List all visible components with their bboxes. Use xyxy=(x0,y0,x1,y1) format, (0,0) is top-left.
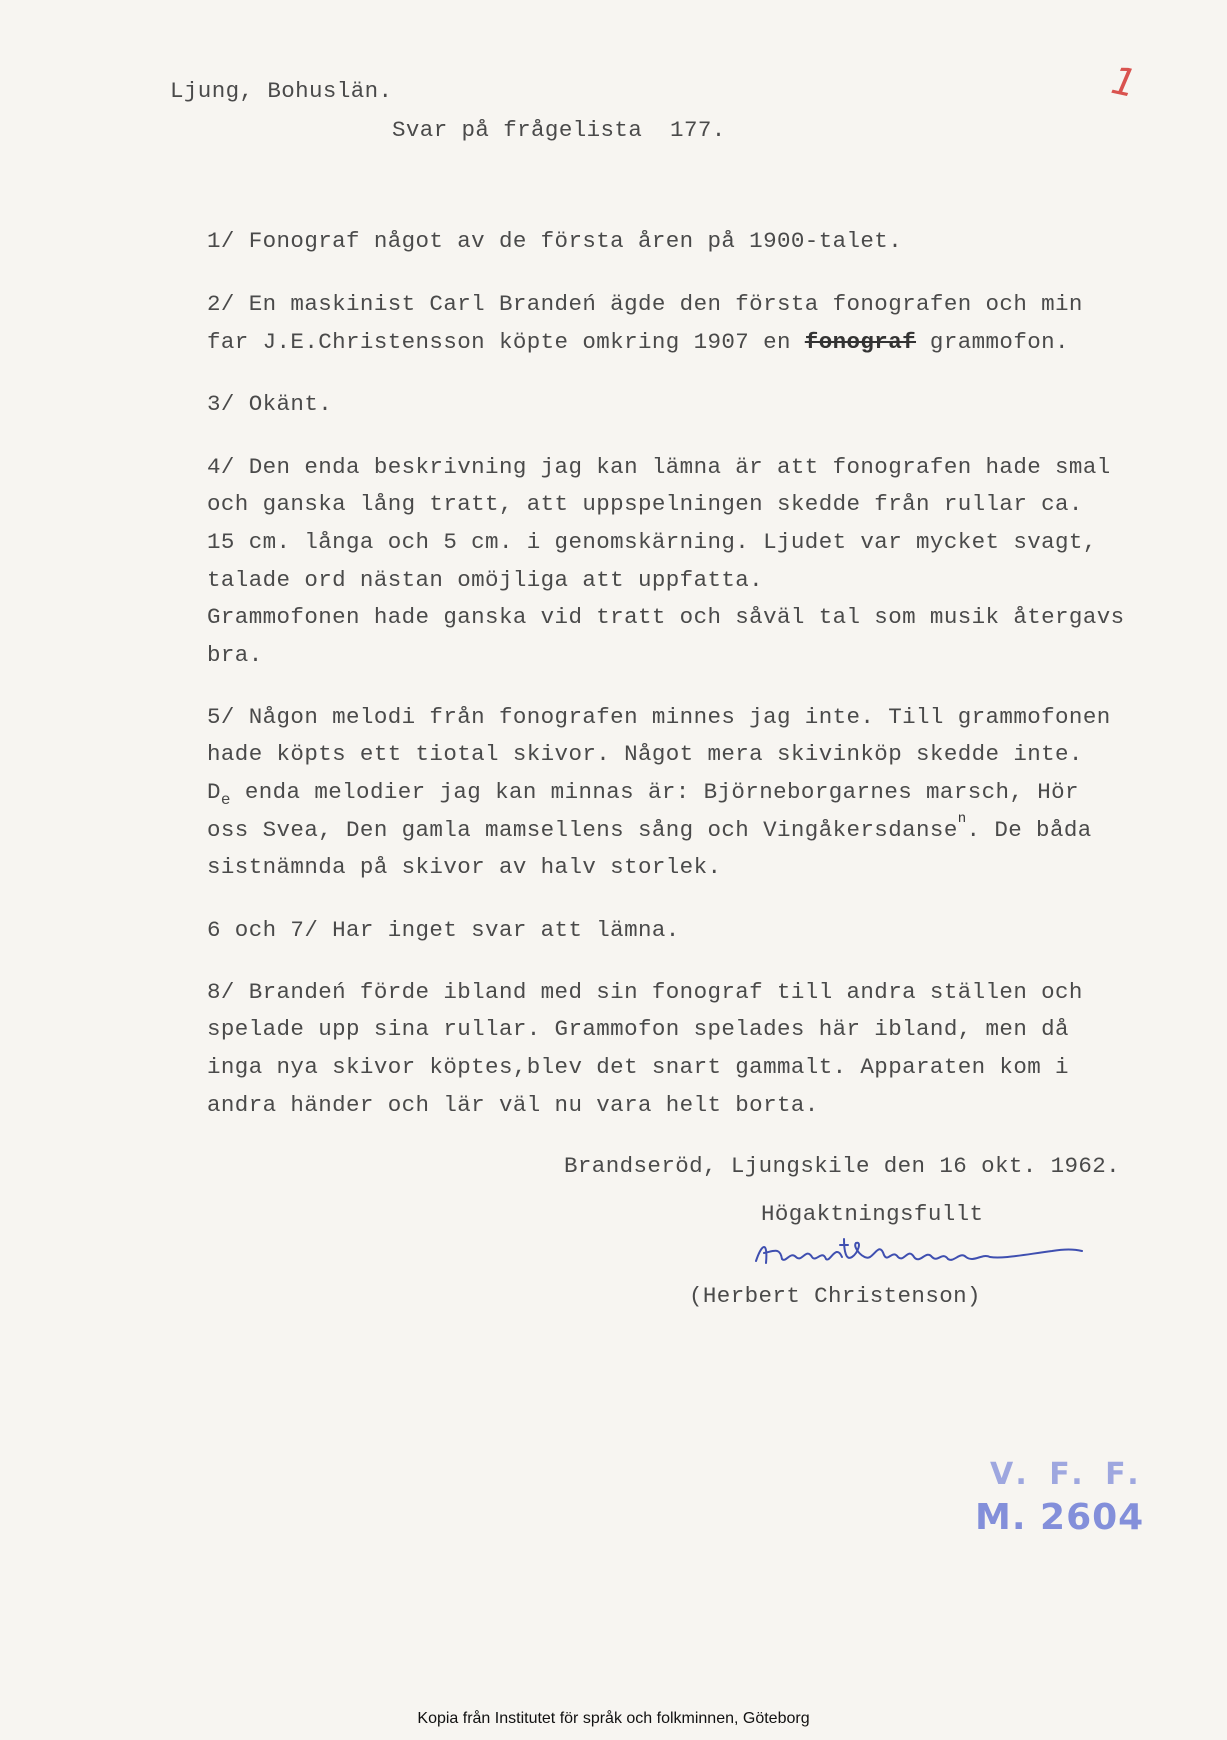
text-run: enda melodier jag kan minnas är: Björneborgarnes marsch, Hör xyxy=(230,779,1079,805)
text-run: D xyxy=(207,779,221,805)
subscript-correction: e xyxy=(220,791,231,809)
archive-stamp xyxy=(975,1455,1155,1545)
stamp-accession-number: M. 2604 xyxy=(975,1497,1145,1538)
answer-8-line: 8/ Brandeń förde ibland med sin fonograf till andra ställen och xyxy=(207,979,1083,1005)
handwritten-insert: n xyxy=(957,811,967,827)
date-line: Brandseröd, Ljungskile den 16 okt. 1962. xyxy=(564,1153,1121,1179)
text-run: oss Svea, Den gamla mamsellens sång och Vingåkersdanse xyxy=(207,817,958,843)
answer-5-line: hade köpts ett tiotal skivor. Något mera skivinköp skedde inte. xyxy=(207,741,1083,767)
answer-4-line: 15 cm. långa och 5 cm. i genomskärning. Ljudet var mycket svagt, xyxy=(207,529,1097,555)
struck-word: fonograf xyxy=(804,329,917,355)
page-number: 1 xyxy=(1107,57,1141,107)
answer-5-line xyxy=(207,779,1079,809)
answer-4-line: Grammofonen hade ganska vid tratt och såväl tal som musik återgavs xyxy=(207,604,1125,630)
footer-caption: Kopia från Institutet för språk och folkminnen, Göteborg xyxy=(417,1710,810,1727)
answer-8-line: inga nya skivor köptes,blev det snart gammalt. Apparaten kom i xyxy=(207,1054,1069,1080)
text-run: far J.E.Christensson köpte omkring 1907 en xyxy=(207,329,805,355)
answer-6-7: 6 och 7/ Har inget svar att lämna. xyxy=(207,917,680,943)
answer-8-line: spelade upp sina rullar. Grammofon spelades här ibland, men då xyxy=(207,1016,1069,1042)
stamp-line: V. F. F. xyxy=(990,1457,1145,1492)
signatory-name: (Herbert Christenson) xyxy=(689,1283,981,1309)
answer-4-line: och ganska lång tratt, att uppspelningen skedde från rullar ca. xyxy=(207,491,1083,517)
answer-4-line: 4/ Den enda beskrivning jag kan lämna är att fonografen hade smal xyxy=(207,454,1111,480)
answer-5-line xyxy=(207,811,1092,843)
text-run: grammofon. xyxy=(916,329,1069,355)
subject-heading: Svar på frågelista 177. xyxy=(392,117,726,143)
closing-greeting: Högaktningsfullt xyxy=(761,1201,984,1227)
answer-1: 1/ Fonograf något av de första åren på 1900-talet. xyxy=(207,228,903,254)
answer-3: 3/ Okänt. xyxy=(207,391,333,417)
answer-5-line: 5/ Någon melodi från fonografen minnes jag inte. Till grammofonen xyxy=(207,704,1111,730)
answer-2-line xyxy=(207,329,1069,355)
answer-4-line: bra. xyxy=(207,642,263,668)
answer-5-line: sistnämnda på skivor av halv storlek. xyxy=(207,854,722,880)
answer-8-line: andra händer och lär väl nu vara helt borta. xyxy=(207,1092,819,1118)
text-run: . De båda xyxy=(966,817,1092,843)
answer-4-line: talade ord nästan omöjliga att uppfatta. xyxy=(207,567,764,593)
handwritten-signature xyxy=(752,1233,1092,1273)
answer-2-line: 2/ En maskinist Carl Brandeń ägde den första fonografen och min xyxy=(207,291,1083,317)
place-heading: Ljung, Bohuslän. xyxy=(170,78,393,104)
